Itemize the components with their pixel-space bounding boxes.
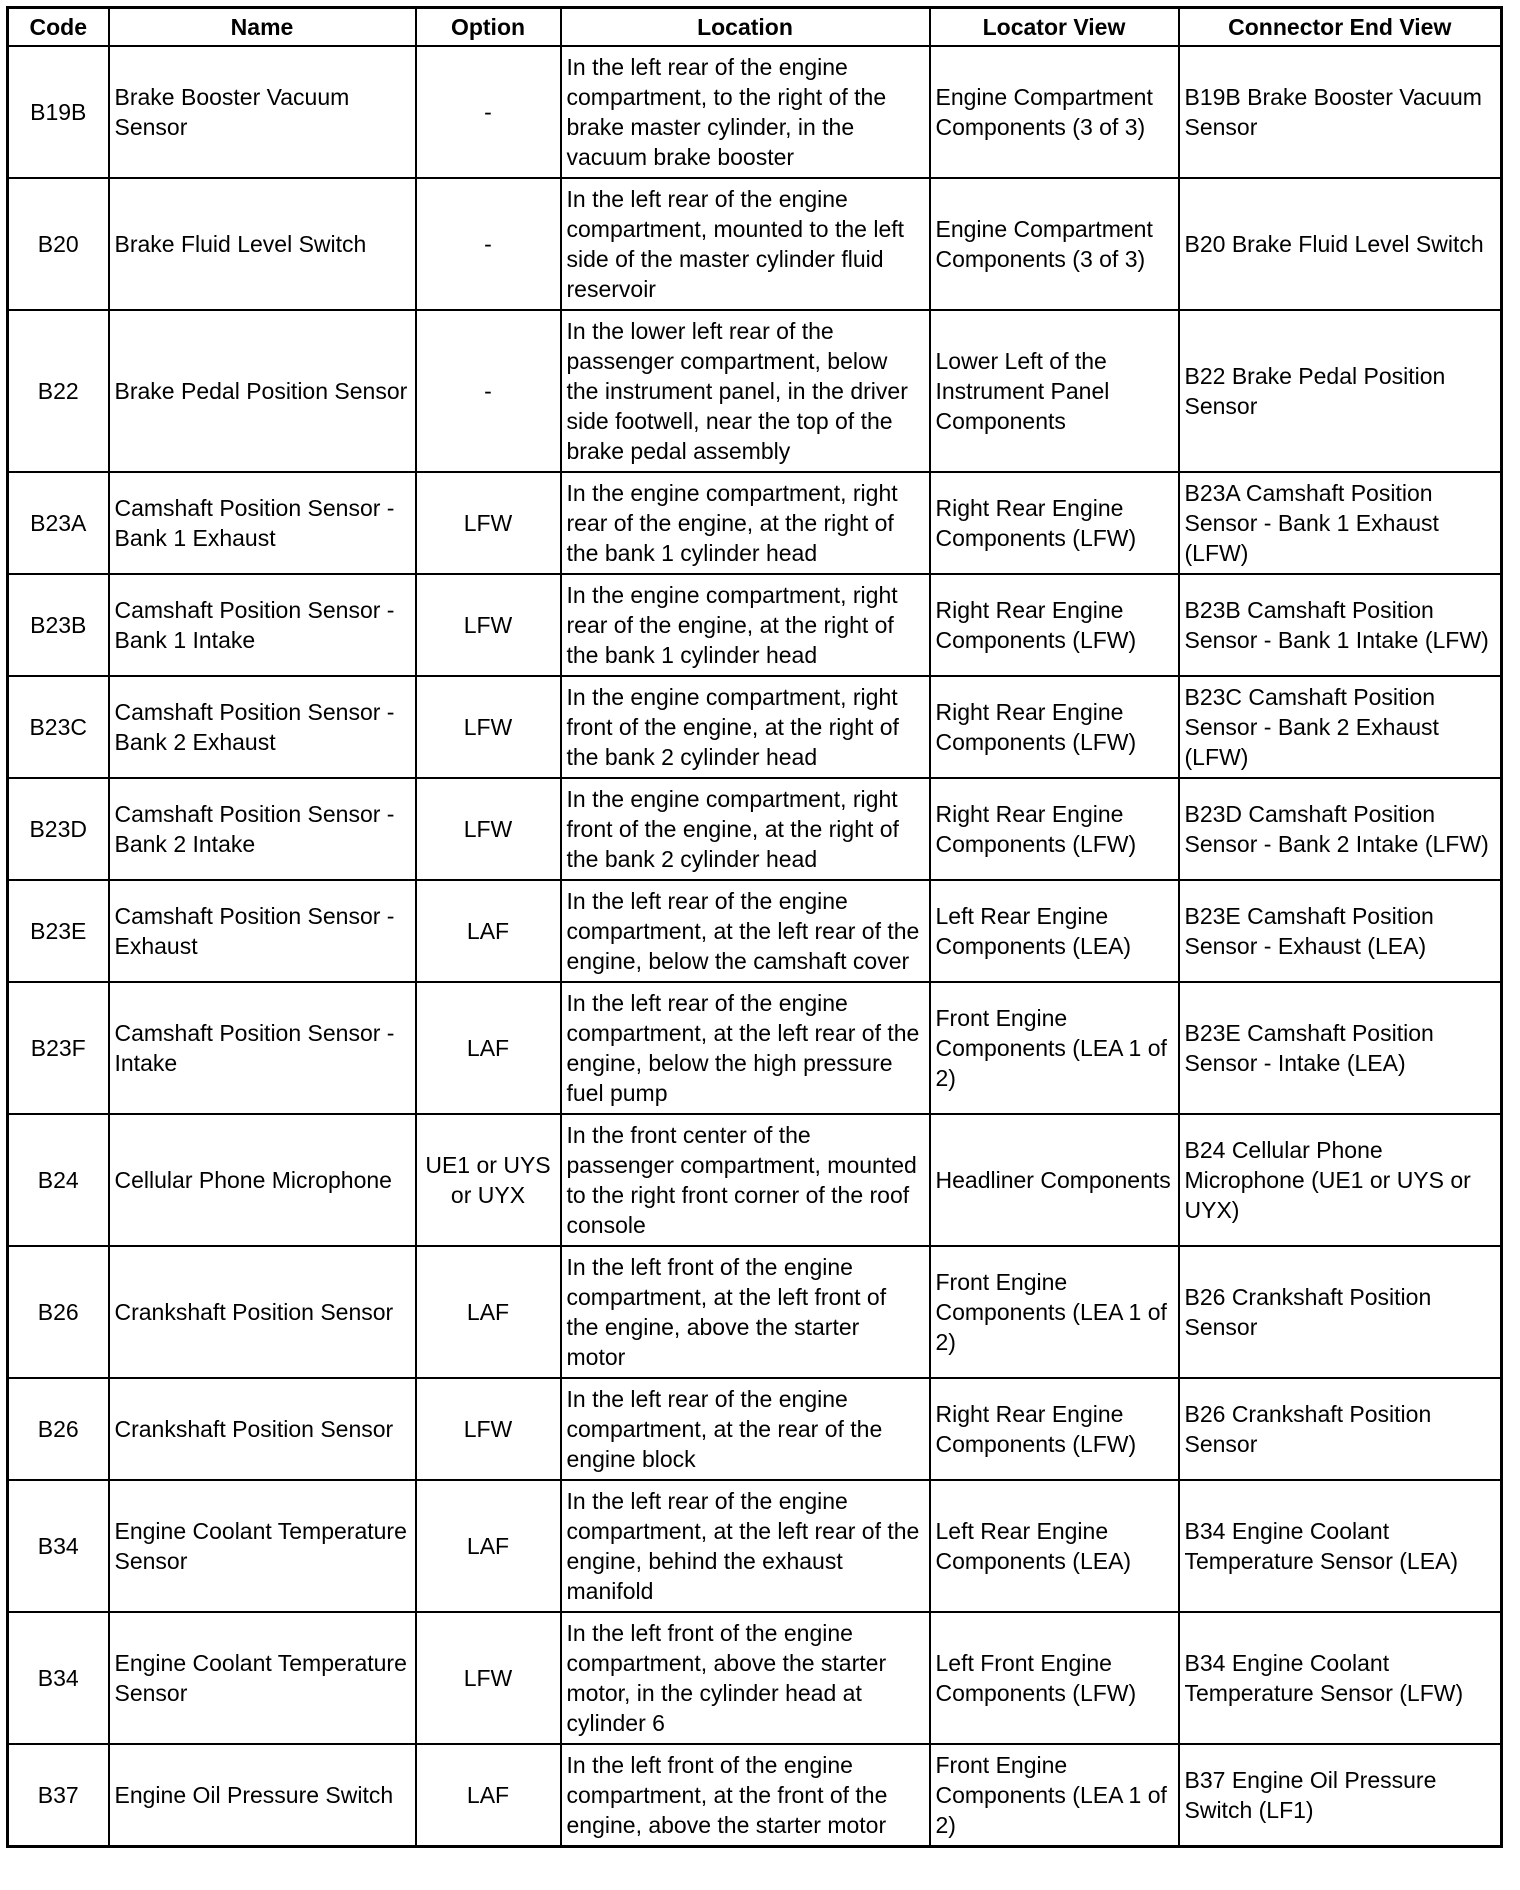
option-cell: - <box>416 178 561 310</box>
locator-view-cell: Right Rear Engine Components (LFW) <box>930 1378 1179 1480</box>
name-cell: Engine Coolant Temperature Sensor <box>109 1480 416 1612</box>
name-cell: Brake Pedal Position Sensor <box>109 310 416 472</box>
location-cell: In the left rear of the engine compartment, at the left rear of the engine, below the camshaft cover <box>561 880 930 982</box>
locator-view-cell: Engine Compartment Components (3 of 3) <box>930 46 1179 178</box>
table-row <box>8 982 1502 1114</box>
connector-end-view-cell: B37 Engine Oil Pressure Switch (LF1) <box>1179 1744 1502 1847</box>
locator-view-cell: Headliner Components <box>930 1114 1179 1246</box>
option-cell: LFW <box>416 472 561 574</box>
code-cell: B22 <box>8 310 109 472</box>
locator-view-cell: Lower Left of the Instrument Panel Components <box>930 310 1179 472</box>
location-cell: In the left front of the engine compartment, at the left front of the engine, above the starter motor <box>561 1246 930 1378</box>
locator-view-cell: Left Rear Engine Components (LEA) <box>930 880 1179 982</box>
connector-end-view-cell: B19B Brake Booster Vacuum Sensor <box>1179 46 1502 178</box>
table-row <box>8 574 1502 676</box>
table-row <box>8 1114 1502 1246</box>
code-cell: B26 <box>8 1378 109 1480</box>
code-cell: B23E <box>8 880 109 982</box>
name-cell: Camshaft Position Sensor - Bank 2 Exhaust <box>109 676 416 778</box>
option-cell: LFW <box>416 1612 561 1744</box>
option-cell: LAF <box>416 880 561 982</box>
locator-view-cell: Right Rear Engine Components (LFW) <box>930 472 1179 574</box>
option-cell: - <box>416 310 561 472</box>
location-cell: In the left rear of the engine compartment, mounted to the left side of the master cylinder fluid reservoir <box>561 178 930 310</box>
code-cell: B20 <box>8 178 109 310</box>
name-cell: Engine Oil Pressure Switch <box>109 1744 416 1847</box>
connector-end-view-cell: B23E Camshaft Position Sensor - Intake (LEA) <box>1179 982 1502 1114</box>
table-row <box>8 880 1502 982</box>
name-cell: Camshaft Position Sensor - Bank 1 Intake <box>109 574 416 676</box>
code-cell: B23D <box>8 778 109 880</box>
connector-end-view-cell: B23A Camshaft Position Sensor - Bank 1 Exhaust (LFW) <box>1179 472 1502 574</box>
component-locator-table <box>6 6 1503 1848</box>
table-row <box>8 178 1502 310</box>
header-name: Name <box>109 8 416 47</box>
name-cell: Camshaft Position Sensor - Bank 2 Intake <box>109 778 416 880</box>
connector-end-view-cell: B23B Camshaft Position Sensor - Bank 1 Intake (LFW) <box>1179 574 1502 676</box>
name-cell: Cellular Phone Microphone <box>109 1114 416 1246</box>
connector-end-view-cell: B23E Camshaft Position Sensor - Exhaust (LEA) <box>1179 880 1502 982</box>
table-row <box>8 676 1502 778</box>
table-row <box>8 46 1502 178</box>
code-cell: B19B <box>8 46 109 178</box>
name-cell: Engine Coolant Temperature Sensor <box>109 1612 416 1744</box>
header-locator-view: Locator View <box>930 8 1179 47</box>
connector-end-view-cell: B26 Crankshaft Position Sensor <box>1179 1378 1502 1480</box>
locator-view-cell: Front Engine Components (LEA 1 of 2) <box>930 1246 1179 1378</box>
header-connector-end-view: Connector End View <box>1179 8 1502 47</box>
name-cell: Camshaft Position Sensor - Bank 1 Exhaust <box>109 472 416 574</box>
location-cell: In the left front of the engine compartment, above the starter motor, in the cylinder head at cylinder 6 <box>561 1612 930 1744</box>
name-cell: Crankshaft Position Sensor <box>109 1246 416 1378</box>
option-cell: LFW <box>416 574 561 676</box>
code-cell: B37 <box>8 1744 109 1847</box>
connector-end-view-cell: B34 Engine Coolant Temperature Sensor (LFW) <box>1179 1612 1502 1744</box>
location-cell: In the left rear of the engine compartment, at the left rear of the engine, below the high pressure fuel pump <box>561 982 930 1114</box>
table-row <box>8 1612 1502 1744</box>
locator-view-cell: Right Rear Engine Components (LFW) <box>930 676 1179 778</box>
code-cell: B26 <box>8 1246 109 1378</box>
option-cell: LAF <box>416 1480 561 1612</box>
locator-view-cell: Front Engine Components (LEA 1 of 2) <box>930 982 1179 1114</box>
name-cell: Camshaft Position Sensor - Intake <box>109 982 416 1114</box>
name-cell: Camshaft Position Sensor - Exhaust <box>109 880 416 982</box>
location-cell: In the engine compartment, right rear of the engine, at the right of the bank 1 cylinder head <box>561 472 930 574</box>
location-cell: In the front center of the passenger compartment, mounted to the right front corner of the roof console <box>561 1114 930 1246</box>
option-cell: UE1 or UYS or UYX <box>416 1114 561 1246</box>
option-cell: LAF <box>416 1246 561 1378</box>
locator-view-cell: Right Rear Engine Components (LFW) <box>930 778 1179 880</box>
option-cell: LFW <box>416 1378 561 1480</box>
connector-end-view-cell: B23D Camshaft Position Sensor - Bank 2 Intake (LFW) <box>1179 778 1502 880</box>
locator-view-cell: Front Engine Components (LEA 1 of 2) <box>930 1744 1179 1847</box>
table-row <box>8 1480 1502 1612</box>
option-cell: - <box>416 46 561 178</box>
connector-end-view-cell: B26 Crankshaft Position Sensor <box>1179 1246 1502 1378</box>
table-row <box>8 1744 1502 1847</box>
header-row <box>8 8 1502 47</box>
code-cell: B23C <box>8 676 109 778</box>
connector-end-view-cell: B23C Camshaft Position Sensor - Bank 2 Exhaust (LFW) <box>1179 676 1502 778</box>
table-body <box>8 46 1502 1847</box>
option-cell: LAF <box>416 1744 561 1847</box>
option-cell: LFW <box>416 778 561 880</box>
table-row <box>8 472 1502 574</box>
code-cell: B24 <box>8 1114 109 1246</box>
location-cell: In the lower left rear of the passenger compartment, below the instrument panel, in the driver side footwell, near the top of the brake pedal assembly <box>561 310 930 472</box>
name-cell: Brake Fluid Level Switch <box>109 178 416 310</box>
location-cell: In the left front of the engine compartment, at the front of the engine, above the starter motor <box>561 1744 930 1847</box>
locator-view-cell: Right Rear Engine Components (LFW) <box>930 574 1179 676</box>
connector-end-view-cell: B34 Engine Coolant Temperature Sensor (LEA) <box>1179 1480 1502 1612</box>
locator-view-cell: Engine Compartment Components (3 of 3) <box>930 178 1179 310</box>
code-cell: B23A <box>8 472 109 574</box>
name-cell: Brake Booster Vacuum Sensor <box>109 46 416 178</box>
location-cell: In the left rear of the engine compartment, to the right of the brake master cylinder, in the vacuum brake booster <box>561 46 930 178</box>
code-cell: B23B <box>8 574 109 676</box>
table-row <box>8 310 1502 472</box>
locator-view-cell: Left Rear Engine Components (LEA) <box>930 1480 1179 1612</box>
code-cell: B23F <box>8 982 109 1114</box>
location-cell: In the engine compartment, right rear of the engine, at the right of the bank 1 cylinder head <box>561 574 930 676</box>
option-cell: LFW <box>416 676 561 778</box>
connector-end-view-cell: B22 Brake Pedal Position Sensor <box>1179 310 1502 472</box>
table-row <box>8 1246 1502 1378</box>
header-location: Location <box>561 8 930 47</box>
option-cell: LAF <box>416 982 561 1114</box>
header-code: Code <box>8 8 109 47</box>
header-option: Option <box>416 8 561 47</box>
name-cell: Crankshaft Position Sensor <box>109 1378 416 1480</box>
code-cell: B34 <box>8 1612 109 1744</box>
connector-end-view-cell: B24 Cellular Phone Microphone (UE1 or UYS or UYX) <box>1179 1114 1502 1246</box>
location-cell: In the left rear of the engine compartment, at the rear of the engine block <box>561 1378 930 1480</box>
location-cell: In the left rear of the engine compartment, at the left rear of the engine, behind the exhaust manifold <box>561 1480 930 1612</box>
table-row <box>8 1378 1502 1480</box>
table-row <box>8 778 1502 880</box>
code-cell: B34 <box>8 1480 109 1612</box>
connector-end-view-cell: B20 Brake Fluid Level Switch <box>1179 178 1502 310</box>
locator-view-cell: Left Front Engine Components (LFW) <box>930 1612 1179 1744</box>
location-cell: In the engine compartment, right front of the engine, at the right of the bank 2 cylinder head <box>561 676 930 778</box>
location-cell: In the engine compartment, right front of the engine, at the right of the bank 2 cylinder head <box>561 778 930 880</box>
